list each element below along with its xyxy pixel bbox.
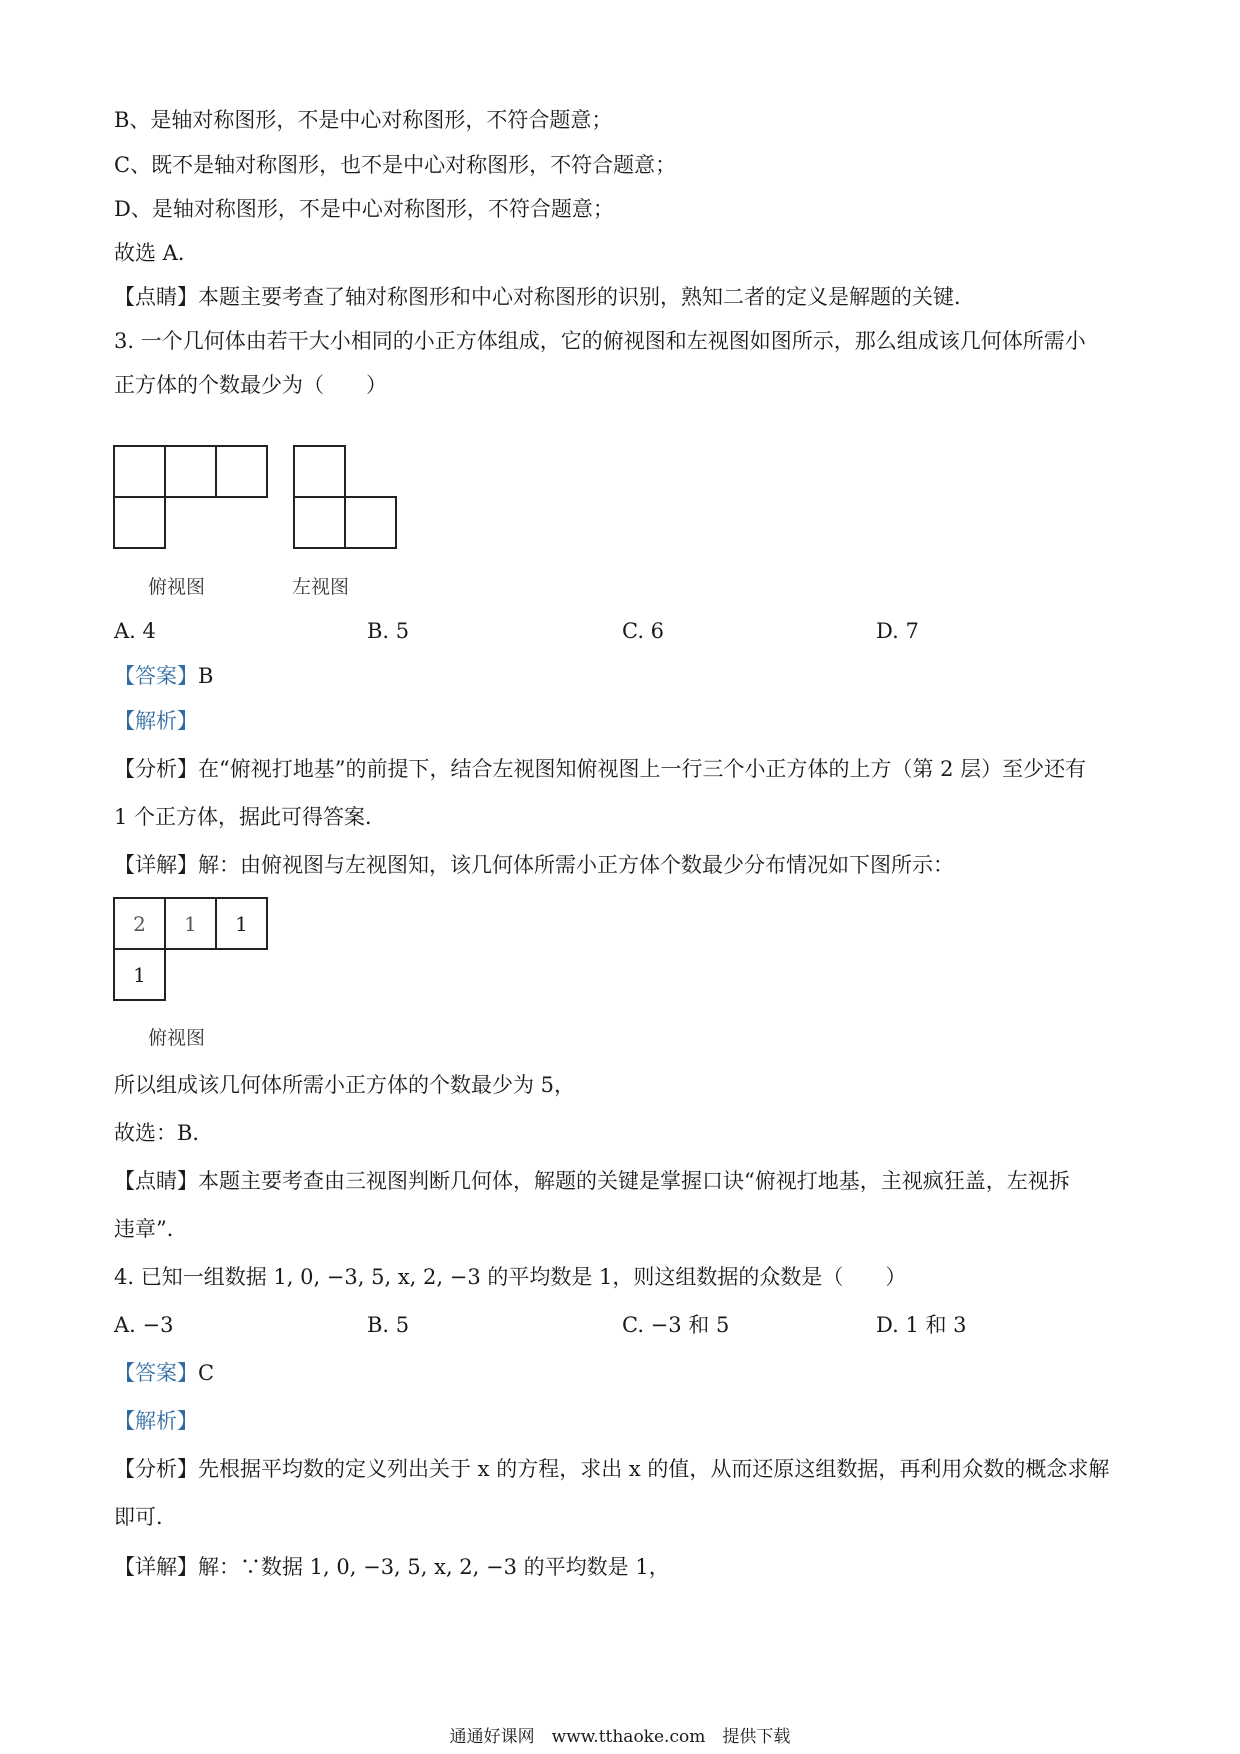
comment-text: 本题主要考查由三视图判断几何体，解题的关键是掌握口诀“俯视打地基，主视疯狂盖，左视拆 bbox=[198, 1169, 1070, 1193]
left-view-cell bbox=[344, 496, 397, 549]
q3-stem-line2: 正方体的个数最少为（ ） bbox=[114, 373, 387, 397]
q3-conclusion-line1: 所以组成该几何体所需小正方体的个数最少为 5， bbox=[114, 1073, 576, 1097]
option-b-explanation: B、是轴对称图形，不是中心对称图形，不符合题意； bbox=[114, 108, 613, 132]
analysis-fenxi-tag: 【分析】 bbox=[114, 757, 198, 781]
q3-option-a: A. 4 bbox=[114, 619, 156, 643]
q3-comment-line1 bbox=[114, 1166, 1070, 1196]
analysis-fenxi-text: 先根据平均数的定义列出关于 x 的方程，求出 x 的值，从而还原这组数据，再利用众数的概念求解 bbox=[198, 1457, 1110, 1481]
q3-analysis-tag: 【解析】 bbox=[114, 709, 198, 733]
q3-option-d: D. 7 bbox=[876, 619, 919, 643]
q4-detail-line1 bbox=[114, 1552, 670, 1582]
q2-choice: 故选 A． bbox=[114, 241, 199, 265]
q4-option-d: D. 1 和 3 bbox=[876, 1313, 967, 1337]
top-view-figure bbox=[113, 445, 273, 555]
q2-comment bbox=[114, 282, 975, 312]
numbered-cell: 1 bbox=[113, 948, 166, 1001]
q3-comment-line2: 违章”． bbox=[114, 1217, 188, 1241]
numbered-cell: 1 bbox=[215, 897, 268, 950]
analysis-fenxi-text: 在“俯视打地基”的前提下，结合左视图知俯视图上一行三个小正方体的上方（第 2 层）至少还有 bbox=[198, 757, 1087, 781]
option-c-explanation: C、既不是轴对称图形，也不是中心对称图形，不符合题意； bbox=[114, 153, 677, 177]
option-d-explanation: D、是轴对称图形，不是中心对称图形，不符合题意； bbox=[114, 197, 614, 221]
answer-value: B bbox=[198, 664, 214, 688]
q3-option-c: C. 6 bbox=[622, 619, 665, 643]
detail-text: 解：由俯视图与左视图知，该几何体所需小正方体个数最少分布情况如下图所示： bbox=[198, 853, 954, 877]
analysis-fenxi-tag: 【分析】 bbox=[114, 1457, 198, 1481]
q4-stem: 4. 已知一组数据 1, 0, −3, 5, x, 2, −3 的平均数是 1，则这组数据的众数是（ ） bbox=[114, 1265, 907, 1289]
answer-value: C bbox=[198, 1361, 215, 1385]
detail-text: 解：∵数据 1, 0, −3, 5, x, 2, −3 的平均数是 1， bbox=[198, 1555, 670, 1579]
numbered-cell: 2 bbox=[113, 897, 166, 950]
q4-option-c: C. −3 和 5 bbox=[622, 1313, 730, 1337]
comment-tag: 【点睛】 bbox=[114, 1169, 198, 1193]
top-view-cell bbox=[113, 445, 166, 498]
left-view-caption: 左视图 bbox=[292, 576, 350, 598]
comment-text: 本题主要考查了轴对称图形和中心对称图形的识别，熟知二者的定义是解题的关键． bbox=[198, 285, 975, 309]
top-view-cell bbox=[113, 496, 166, 549]
q3-analysis-line1 bbox=[114, 754, 1086, 784]
q3-stem-line1: 3. 一个几何体由若干大小相同的小正方体组成，它的俯视图和左视图如图所示，那么组成该几何体所需小 bbox=[114, 329, 1086, 353]
numbered-top-view-figure bbox=[113, 897, 273, 1007]
q3-conclusion-line2: 故选：B． bbox=[114, 1121, 214, 1145]
answer-tag: 【答案】 bbox=[114, 664, 198, 688]
top-view-caption: 俯视图 bbox=[148, 576, 206, 598]
comment-tag: 【点睛】 bbox=[114, 285, 198, 309]
detail-tag: 【详解】 bbox=[114, 853, 198, 877]
numbered-top-view-caption: 俯视图 bbox=[148, 1027, 206, 1049]
numbered-cell: 1 bbox=[164, 897, 217, 950]
left-view-figure bbox=[293, 445, 403, 557]
q3-analysis-line2: 1 个正方体，据此可得答案． bbox=[114, 805, 387, 829]
q3-answer bbox=[114, 661, 213, 691]
q4-option-b: B. 5 bbox=[367, 1313, 410, 1337]
q4-analysis-tag: 【解析】 bbox=[114, 1409, 198, 1433]
q4-analysis-line2: 即可． bbox=[114, 1505, 177, 1529]
detail-tag: 【详解】 bbox=[114, 1555, 198, 1579]
q4-answer bbox=[114, 1358, 214, 1388]
top-view-cell bbox=[164, 445, 217, 498]
left-view-cell bbox=[293, 496, 346, 549]
page-footer: 通通好课网 www.tthaoke.com 提供下载 bbox=[449, 1727, 791, 1747]
left-view-cell bbox=[293, 445, 346, 498]
q4-option-a: A. −3 bbox=[114, 1313, 174, 1337]
q4-analysis-line1 bbox=[114, 1454, 1109, 1484]
q3-option-b: B. 5 bbox=[367, 619, 410, 643]
q3-detail-line1 bbox=[114, 850, 954, 880]
answer-tag: 【答案】 bbox=[114, 1361, 198, 1385]
top-view-cell bbox=[215, 445, 268, 498]
